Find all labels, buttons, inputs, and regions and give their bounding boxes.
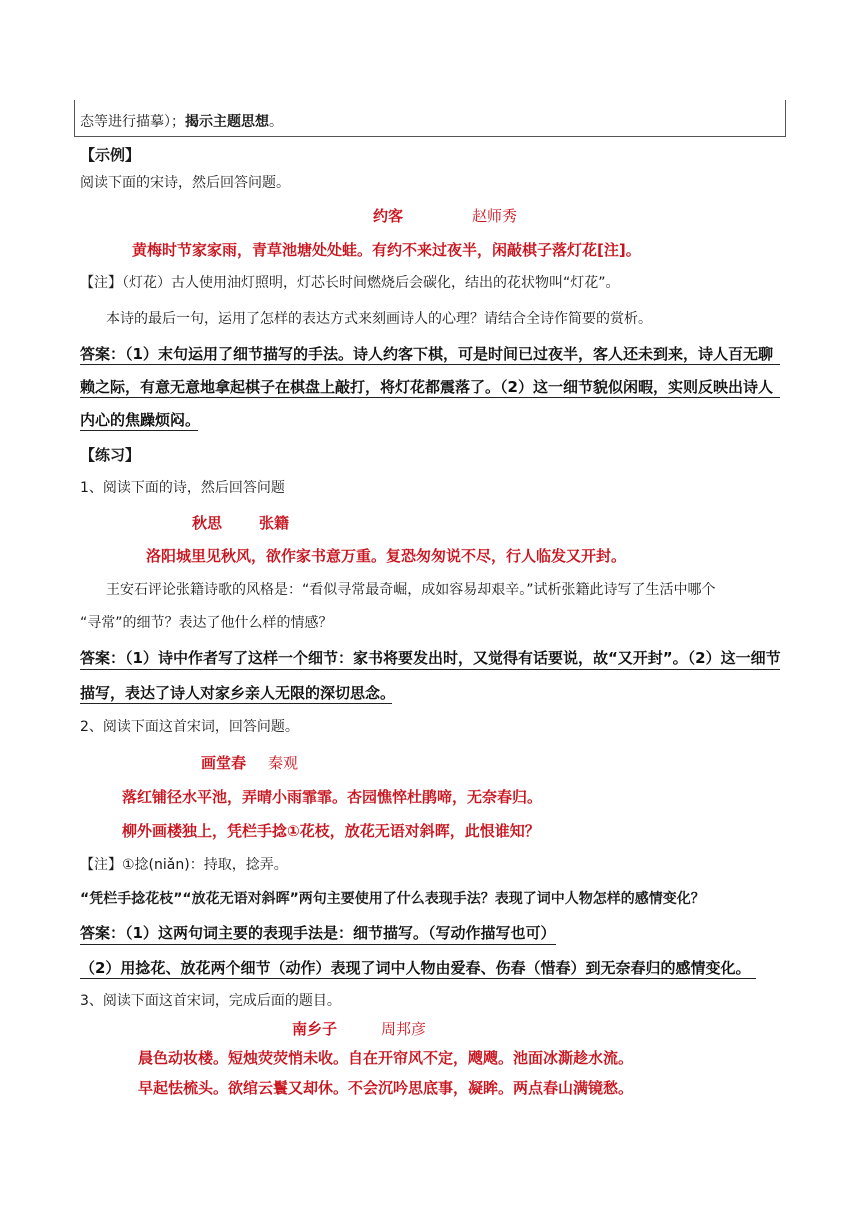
q2-poem-author: 秦观	[268, 754, 299, 772]
q1-intro: 1、阅读下面的诗，然后回答问题	[80, 480, 285, 496]
q2-answer-line-2: （2）用捻花、放花两个细节（动作）表现了词中人物由爱春、伤春（惜春）到无奈春归的感情变化。	[80, 959, 751, 977]
example-poem-title: 约客	[373, 207, 404, 225]
q2-poem-title: 画堂春	[201, 754, 247, 772]
example-intro: 阅读下面的宋诗，然后回答问题。	[80, 175, 290, 191]
q1-answer-line-2: 描写，表达了诗人对家乡亲人无限的深切思念。	[80, 684, 396, 702]
underline	[80, 397, 780, 398]
summary-text: 态等进行描摹）；	[80, 114, 185, 130]
underline	[80, 978, 756, 979]
q1-question-line-2: “寻常”的细节？表达了他什么样的情感？	[80, 615, 333, 631]
q1-poem-line: 洛阳城里见秋风，欲作家书意万重。复恐匆匆说不尽，行人临发又开封。	[146, 547, 627, 565]
underline	[80, 944, 556, 945]
example-question: 本诗的最后一句，运用了怎样的表达方式来刻画诗人的心理？请结合全诗作简要的赏析。	[106, 311, 652, 327]
q2-question: “凭栏手捻花枝”“放花无语对斜晖”两句主要使用了什么表现手法？表现了词中人物怎样的感情变化？	[80, 891, 705, 907]
q3-poem-title: 南乡子	[292, 1020, 338, 1038]
q3-poem-line-1: 晨色动妆楼。短烛荧荧悄未收。自在开帘风不定，飕飕。池面冰澌趁水流。	[138, 1049, 634, 1067]
q3-poem-author: 周邦彦	[381, 1020, 427, 1038]
q2-poem-line-1: 落红铺径水平池，弄晴小雨霏霏。杏园憔悴杜鹃啼，无奈春归。	[122, 788, 543, 806]
underline	[80, 364, 780, 365]
example-poem-author: 赵师秀	[472, 207, 518, 225]
practice-heading: 【练习】	[80, 446, 141, 464]
q1-poem-author: 张籍	[259, 514, 290, 532]
underline	[80, 669, 780, 670]
example-answer-line-1: 答案：（1）末句运用了细节描写的手法。诗人约客下棋，可是时间已过夜半，客人还未到来，诗人百无聊	[80, 345, 773, 363]
q2-answer-line-1: 答案：（1）这两句词主要的表现手法是：细节描写。（写动作描写也可）	[80, 924, 556, 942]
q1-answer-line-1: 答案：（1）诗中作者写了这样一个细节：家书将要发出时，又觉得有话要说，故“又开封”。（2）这一细节	[80, 649, 781, 667]
example-answer-line-3: 内心的焦躁烦闷。	[80, 411, 201, 429]
q3-poem-line-2: 早起怯梳头。欲绾云鬟又却休。不会沉吟思底事，凝眸。两点春山满镜愁。	[138, 1079, 634, 1097]
q2-note: 【注】①捻(niǎn)：持取，捻弄。	[80, 857, 288, 873]
underline	[80, 703, 392, 704]
example-poem-line: 黄梅时节家家雨，青草池塘处处蛙。有约不来过夜半，闲敲棋子落灯花[注]。	[132, 241, 641, 259]
q2-poem-line-2: 柳外画楼独上，凭栏手捻①花枝，放花无语对斜晖，此恨谁知？	[122, 822, 540, 840]
summary-period: 。	[269, 114, 283, 130]
q2-intro: 2、阅读下面这首宋词，回答问题。	[80, 719, 299, 735]
q1-poem-title: 秋思	[192, 514, 223, 532]
underline	[80, 430, 198, 431]
q1-question-line-1: 王安石评论张籍诗歌的风格是：“看似寻常最奇崛，成如容易却艰辛。”试析张籍此诗写了生活中哪个	[106, 582, 716, 598]
example-answer-line-2: 赖之际，有意无意地拿起棋子在棋盘上敲打，将灯花都震落了。（2）这一细节貌似闲暇，实则反映出诗人	[80, 378, 773, 396]
example-note: 【注】（灯花）古人使用油灯照明，灯芯长时间燃烧后会碳化，结出的花状物叫“灯花”。	[80, 275, 620, 291]
q3-intro: 3、阅读下面这首宋词，完成后面的题目。	[80, 993, 341, 1009]
summary-emphasis: 揭示主题思想	[185, 114, 269, 130]
example-heading: 【示例】	[80, 146, 141, 164]
summary-line	[80, 111, 283, 131]
